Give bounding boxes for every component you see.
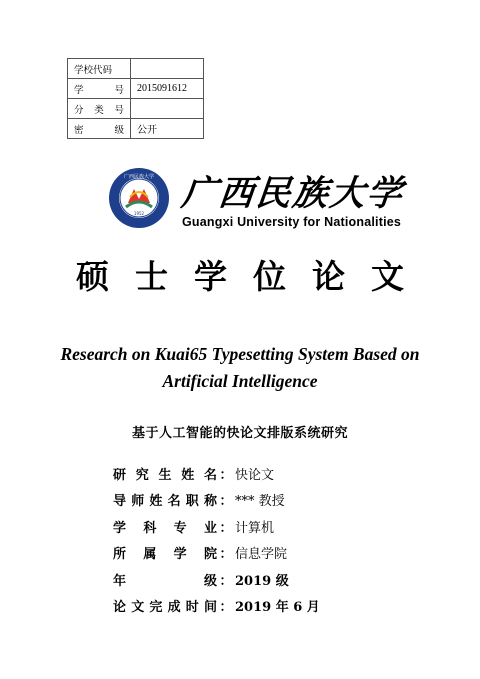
field-label: 研 究 生 姓 名: [113, 467, 217, 483]
field-row-college: 所 属 学 院 ： 信息学院: [113, 540, 320, 567]
field-row-major: 学 科 专 业 ： 计算机: [113, 513, 320, 540]
info-label: 密 级: [74, 124, 124, 136]
field-row-student-name: 研 究 生 姓 名 ： 快论文: [113, 460, 320, 487]
field-value: 信息学院: [235, 547, 288, 563]
info-row-school-code: [68, 59, 204, 79]
degree-title: 硕士学位论文: [76, 257, 430, 296]
field-row-advisor: 导 师 姓 名 职 称 ： *** 教授: [113, 487, 320, 514]
field-label: 学 科 专 业: [113, 520, 217, 536]
info-row-student-id: [68, 79, 204, 99]
info-row-security: [68, 119, 204, 139]
info-value: [131, 99, 204, 119]
university-name-cn: 广西民族大学: [179, 173, 406, 214]
thesis-title-en: [0, 341, 480, 395]
info-value: 2015091612: [131, 79, 204, 99]
field-label: 所 属 学 院: [113, 547, 217, 563]
field-label: 论 文 完 成 时 间: [113, 600, 217, 616]
field-value: 快论文: [235, 467, 275, 483]
svg-text:广西民族大学: 广西民族大学: [123, 174, 155, 180]
info-table: [67, 58, 204, 139]
thesis-title-en-line2: Artificial Intelligence: [162, 371, 318, 391]
university-seal-logo: [108, 167, 170, 229]
field-value: 2019 级: [235, 573, 289, 589]
thesis-title-en-line1: Research on Kuai65 Typesetting System Based on: [60, 344, 420, 364]
author-info: [113, 460, 320, 619]
info-row-class-number: [68, 99, 204, 119]
field-value: *** 教授: [235, 494, 285, 510]
svg-text:1952: 1952: [133, 211, 145, 216]
thesis-title-cn: 基于人工智能的快论文排版系统研究: [131, 426, 348, 441]
field-label: 导 师 姓 名 职 称: [113, 494, 217, 510]
info-label: 分 类 号: [74, 104, 124, 116]
info-label: 学校代码: [74, 64, 113, 76]
field-row-grade: 年 级 ： 2019 级: [113, 566, 320, 593]
field-row-completion-date: 论 文 完 成 时 间 ： 2019 年 6 月: [113, 593, 320, 620]
field-value: 计算机: [235, 520, 275, 536]
university-name-en: Guangxi University for Nationalities: [182, 215, 402, 229]
info-label: 学 号: [74, 84, 124, 96]
field-label: 年 级: [113, 573, 217, 589]
info-value: 公开: [131, 119, 204, 139]
info-value: [131, 59, 204, 79]
field-value: 2019 年 6 月: [235, 600, 320, 616]
